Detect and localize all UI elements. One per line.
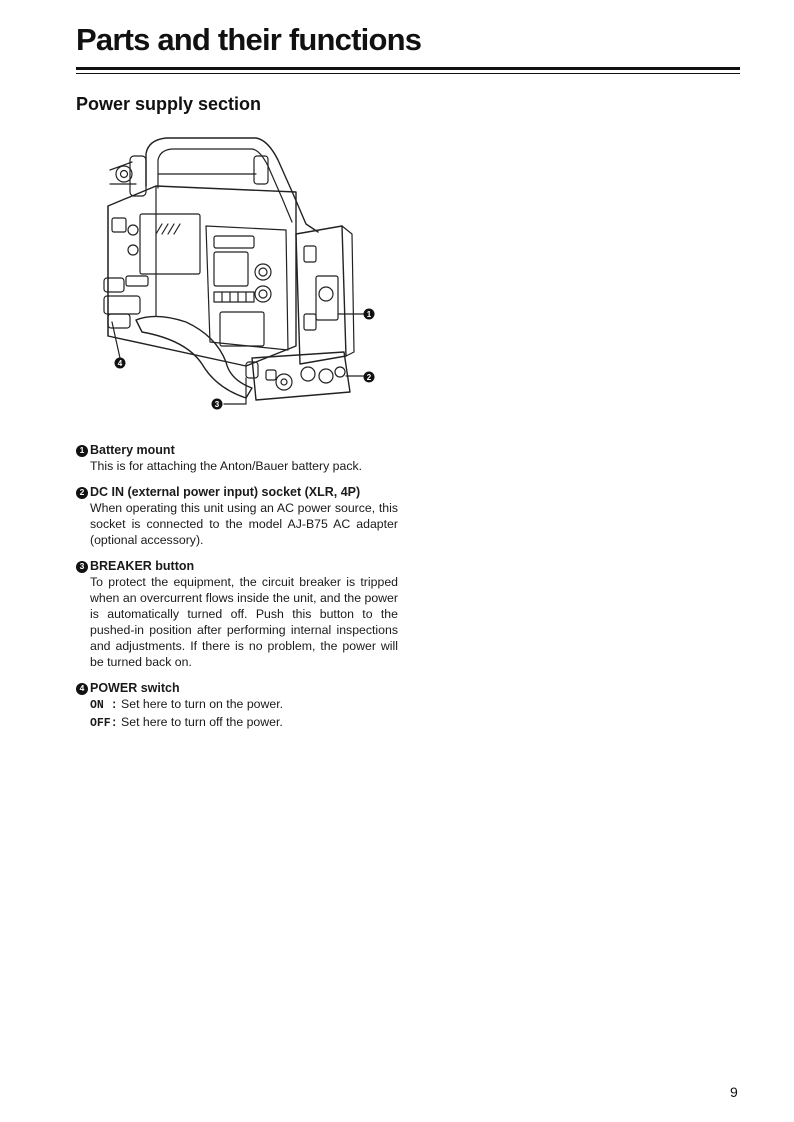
section-title: Power supply section (76, 94, 262, 114)
item-breaker-button (76, 559, 398, 670)
option-key: ON : (90, 699, 118, 712)
title-rule-thick (76, 67, 740, 70)
item-heading: DC IN (external power input) socket (XLR, 4P) (90, 485, 361, 499)
number-badge-icon: 1 (76, 445, 88, 457)
item-heading: Battery mount (90, 443, 175, 457)
callout-2 (364, 372, 375, 383)
item-heading: POWER switch (90, 681, 180, 695)
svg-text:2: 2 (366, 373, 372, 382)
item-heading-row (76, 443, 398, 458)
svg-text:1: 1 (366, 310, 372, 319)
item-heading-row (76, 559, 398, 574)
number-badge-icon: 4 (76, 683, 88, 695)
title-rule-thin (76, 73, 740, 74)
camera-recorder-illustration (96, 126, 392, 416)
svg-text:3: 3 (214, 400, 220, 409)
item-heading-row (76, 681, 398, 696)
item-heading: BREAKER button (90, 559, 195, 573)
page-number: 9 (730, 1084, 738, 1100)
option-key: OFF: (90, 717, 118, 730)
option-text: Set here to turn off the power. (121, 715, 283, 729)
item-description: This is for attaching the Anton/Bauer battery pack. (90, 459, 363, 473)
option-text: Set here to turn on the power. (121, 697, 284, 711)
number-badge-icon: 2 (76, 487, 88, 499)
item-description: When operating this unit using an AC power source, this socket is connected to the model AJ-B75 AC adapter (optional accessory). (90, 501, 398, 547)
camera-figure (96, 126, 392, 416)
parts-list (76, 443, 398, 743)
option-on (90, 696, 398, 714)
item-dc-in-socket (76, 485, 398, 548)
item-heading-row (76, 485, 398, 500)
callout-1 (364, 309, 375, 320)
item-options (76, 696, 398, 732)
option-off (90, 714, 398, 732)
item-power-switch (76, 681, 398, 732)
item-description: To protect the equipment, the circuit breaker is tripped when an overcurrent flows inside the unit, and the power is automatically turned off. Push this button to the pushed-in position after performing internal inspections and adjustments. If there is no problem, the power will be turned back on. (90, 575, 398, 669)
number-badge-icon: 3 (76, 561, 88, 573)
svg-text:4: 4 (117, 359, 123, 368)
item-battery-mount (76, 443, 398, 474)
page-title: Parts and their functions (76, 22, 422, 57)
callout-3 (212, 399, 223, 410)
callout-4 (115, 358, 126, 369)
